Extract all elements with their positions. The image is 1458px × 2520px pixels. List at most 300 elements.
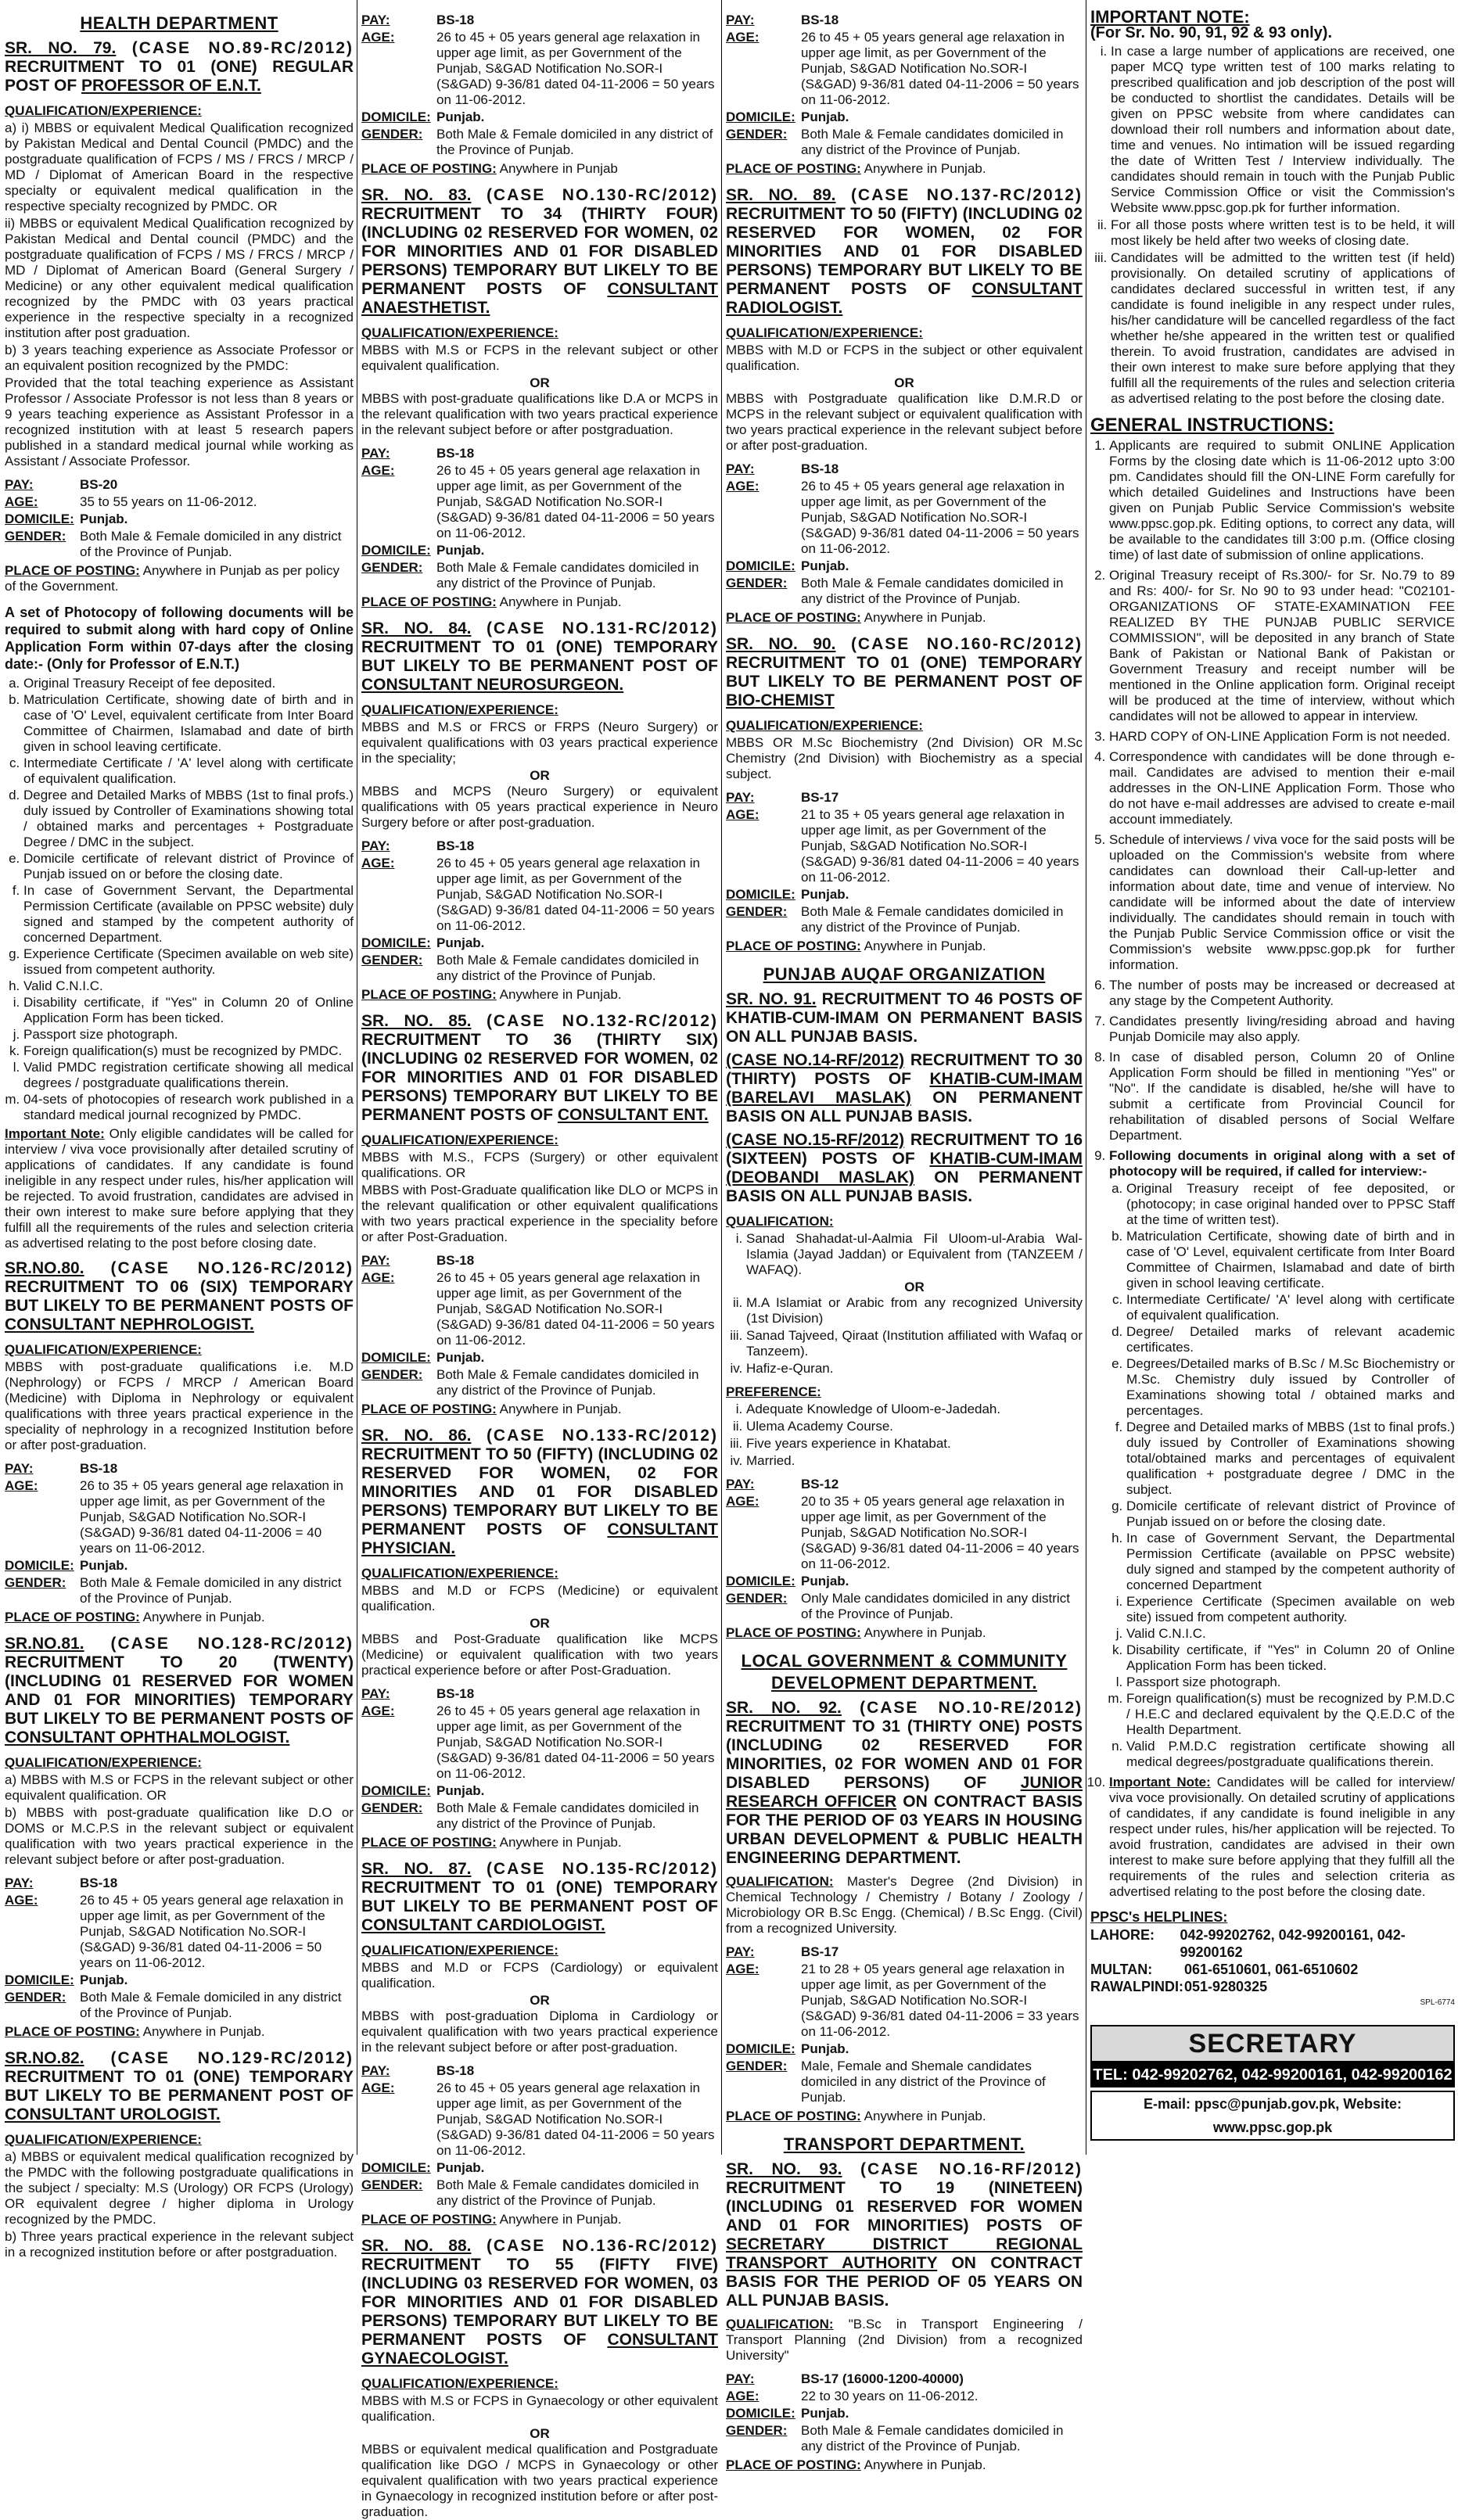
- posting-label: PLACE OF POSTING:: [726, 610, 861, 625]
- recruitment-text: RECRUITMENT TO 01 (ONE) TEMPORARY BUT LIKELY TO BE PERMANENT POST OF: [361, 638, 718, 675]
- domicile-label: DOMICILE:: [726, 2041, 795, 2056]
- helpline-numbers: 051-9280325: [1184, 1979, 1268, 1994]
- gender-label: GENDER:: [5, 529, 66, 544]
- gender-label: GENDER:: [361, 953, 423, 967]
- qualification-value: Master's Degree (2nd Division) in Chemical Technology / Chemistry / Botany / Zoology / Microbiology OR B.Sc Engg. (Chemical) / B.Sc Engg. (Civil) from a recognized University.: [726, 1874, 1083, 1936]
- recruitment-text: RECRUITMENT TO 01 (ONE) TEMPORARY BUT LIKELY TO BE PERMANENT POST OF: [361, 1879, 718, 1915]
- qualification-item: MBBS and M.S or FRCS or FRPS (Neuro Surgery) or equivalent qualifications with 03 years practical experience in the speciality;: [361, 720, 718, 766]
- qualification-value: "B.Sc in Transport Engineering / Transport Planning (2nd Division) from a recognized University": [726, 2317, 1083, 2363]
- age-value: 21 to 35 + 05 years general age relaxation in upper age limit, as per Government of the Punjab, S&GAD Notification No.SOR-I (S&GAD) 9-36/81 dated 04-11-2006 = 40 years on 11-06-2012.: [801, 807, 1079, 885]
- age-label: AGE:: [726, 30, 760, 45]
- pay-value: BS-18: [80, 1461, 118, 1476]
- age-value: 21 to 28 + 05 years general age relaxation in upper age limit, as per Government of the Punjab, S&GAD Notification No.SOR-I (S&GAD) 9-36/81 dated 04-11-2006 = 33 years on 11-06-2012.: [801, 1962, 1079, 2039]
- posting-value: Anywhere in Punjab.: [499, 987, 622, 1002]
- qualification-item: MBBS and M.D or FCPS (Cardiology) or equivalent qualification.: [361, 1960, 718, 1991]
- important-note-item: iii. Candidates will be admitted to the written test (if held) provisionally. On detailed scrutiny of applications of candidates declared successful in written test, if any candidate is found ineligible in any respect under rules, his/her candidature will be cancelled regardless of the fact whether he/she appeared in the written test or qualified therein. To avoid frustration, candidates are advised in their own interest to make sure before applying that they fulfill all the requirements of the rules and selection criteria as advertised relating to the post before the closing date.: [1111, 250, 1455, 407]
- post-title: [726, 1131, 1083, 1206]
- document-item: m. Foreign qualification(s) must be recognized by P.M.D.C / H.E.C and declared equivalent by the Q.E.D.C of the Health Department.: [1126, 1691, 1455, 1738]
- case-number: (CASE NO.130-RC/2012): [486, 186, 718, 204]
- instruction-item: 7. Candidates presently living/residing abroad and having Punjab Domicile may also apply.: [1109, 1014, 1455, 1045]
- helpline-row: [1090, 1961, 1455, 1978]
- gender-value: Both Male & Female candidates domiciled in any district of the Province of Punjab.: [801, 576, 1064, 606]
- post-details: [361, 2063, 718, 2210]
- qualification-heading: QUALIFICATION/EXPERIENCE:: [361, 2376, 558, 2391]
- column-divider: [721, 0, 722, 2155]
- qualification-heading: QUALIFICATION/EXPERIENCE:: [361, 1133, 558, 1147]
- posting-value: Anywhere in Punjab.: [864, 2109, 986, 2123]
- qualification-heading: QUALIFICATION/EXPERIENCE:: [5, 103, 202, 118]
- post-title: [5, 2049, 354, 2124]
- qualification-item: MBBS and M.D or FCPS (Medicine) or equivalent qualification.: [361, 1583, 718, 1614]
- helpline-row: [1090, 1926, 1455, 1961]
- qualification-text: [726, 2317, 1083, 2364]
- case-number: (CASE NO.137-RC/2012): [850, 186, 1083, 204]
- qualification-item: iv. Hafiz-e-Quran.: [746, 1361, 1083, 1377]
- qualification-item: MBBS with post-graduate qualifications like D.A or MCPS in the relevant qualification with two years practical experience in the relevant subject before or after postgraduation.: [361, 391, 718, 437]
- preference-item: ii. Ulema Academy Course.: [746, 1419, 1083, 1434]
- posting-label: PLACE OF POSTING:: [361, 987, 497, 1002]
- document-item: i. Experience Certificate (Specimen available on web site) issued from competent authority.: [1126, 1594, 1455, 1625]
- place-of-posting: [726, 1625, 1083, 1641]
- gender-value: Both Male & Female domiciled in any district of the Province of Punjab.: [80, 1575, 342, 1606]
- case-number: (CASE NO.133-RC/2012): [486, 1427, 718, 1445]
- recruitment-text: RECRUITMENT TO 01 (ONE) TEMPORARY BUT LIKELY TO BE PERMANENT POST OF: [726, 654, 1083, 691]
- posting-value: Anywhere in Punjab.: [864, 610, 986, 625]
- pay-value: BS-17 (16000-1200-40000): [801, 2371, 964, 2386]
- qualification-item: b) Three years practical experience in the relevant subject in a recognized institution before or after postgraduation.: [5, 2229, 354, 2260]
- qualification-text: [361, 720, 718, 831]
- qualification-item: i. Sanad Shahadat-ul-Aalmia Fil Uloom-ul-Arabia Wal-Islamia (Jayad Jaddan) or Equivalent from (TANZEEM / WAFAQ).: [746, 1231, 1083, 1278]
- post-name: KHATIB-CUM-IMAM (BARELAVI MASLAK): [726, 1070, 1083, 1107]
- domicile-label: DOMICILE:: [361, 935, 431, 950]
- qualification-item: MBBS OR M.Sc Biochemistry (2nd Division) OR M.Sc Chemistry (2nd Division) with Biochemistry as a special subject.: [726, 735, 1083, 781]
- qualification-item: MBBS with Post-Graduate qualification like DLO or MCPS in the relevant qualification or other equivalent qualifications with two years practical experience in the speciality before or after Post-Graduation.: [361, 1183, 718, 1244]
- case-number: (CASE NO.132-RC/2012): [486, 1012, 718, 1030]
- qualification-heading: QUALIFICATION/EXPERIENCE:: [5, 2132, 202, 2147]
- helpline-numbers: 061-6510601, 061-6510602: [1184, 1962, 1359, 1977]
- contract-text: ON CONTRACT BASIS FOR THE PERIOD OF 03 YEARS IN HOUSING URBAN DEVELOPMENT & PUBLIC HEALTH ENGINEERING DEPARTMENT.: [726, 1793, 1083, 1867]
- recruitment-text: RECRUITMENT TO 16 (SIXTEEN) POSTS OF: [726, 1131, 1083, 1168]
- post-title: [726, 990, 1083, 1046]
- instruction-item: 6. The number of posts may be increased or decreased at any stage by the Competent Authority.: [1109, 978, 1455, 1009]
- post-name: CONSULTANT PHYSICIAN.: [361, 1520, 718, 1557]
- gender-label: GENDER:: [361, 127, 423, 142]
- gender-value: Both Male & Female candidates domiciled in any district of the Province of Punjab.: [436, 1367, 699, 1398]
- instruction-item: 4. Correspondence with candidates will be done through e-mail. Candidates are advised to mention their e-mail addresses in the ON-LINE Application Form. Those who do not have e-mail addresses are advised to create e-mail account immediately.: [1109, 749, 1455, 827]
- age-value: 26 to 45 + 05 years general age relaxation in upper age limit, as per Government of the Punjab, S&GAD Notification No.SOR-I (S&GAD) 9-36/81 dated 04-11-2006 = 50 years on 11-06-2012.: [801, 479, 1079, 556]
- gender-value: Both Male & Female candidates domiciled in any district of the Province of Punjab.: [436, 1800, 699, 1831]
- gender-value: Both Male & Female candidates domiciled in any district of the Province of Punjab.: [801, 2423, 1064, 2454]
- instruction-item: 3. HARD COPY of ON-LINE Application Form is not needed.: [1109, 729, 1455, 745]
- recruitment-text: RECRUITMENT TO 55 (FIFTY FIVE) (INCLUDING 03 RESERVED FOR WOMEN, 03 FOR MINORITIES AND 01 FOR DISABLED PERSONS) TEMPORARY BUT LIKELY TO BE PERMANENT POSTS OF: [361, 2256, 718, 2349]
- helplines: [1090, 1926, 1455, 1995]
- domicile-label: DOMICILE:: [361, 1783, 431, 1798]
- document-item: k. Disability certificate, if "Yes" in Column 20 of Online Application Form has been ticked.: [1126, 1642, 1455, 1674]
- qualification-item: MBBS with M.D or FCPS in the subject or other equivalent qualification.: [726, 343, 1083, 373]
- serial-number: SR. NO. 91.: [726, 990, 817, 1008]
- post-title: [726, 1051, 1083, 1126]
- posting-value: Anywhere in Punjab.: [499, 1402, 622, 1416]
- place-of-posting: [5, 1610, 354, 1625]
- secretary-banner: SECRETARY: [1090, 2025, 1455, 2062]
- place-of-posting: [726, 939, 1083, 954]
- qualification-text: [361, 343, 718, 438]
- pay-label: PAY:: [726, 13, 755, 27]
- gender-label: GENDER:: [5, 1575, 66, 1590]
- recruitment-text: RECRUITMENT TO 50 (FIFTY) (INCLUDING 02 RESERVED FOR WOMEN, 02 FOR MINORITIES AND 01 FOR DISABLED PERSONS) TEMPORARY BUT LIKELY TO BE PERMANENT POSTS OF: [726, 205, 1083, 298]
- qualification-item: MBBS with M.S or FCPS in Gynaecology or other equivalent qualification.: [361, 2393, 718, 2424]
- qualification-text: [726, 1231, 1083, 1377]
- domicile-value: Punjab.: [80, 1558, 128, 1573]
- domicile-value: Punjab.: [80, 512, 128, 526]
- qualification-item: b) 3 years teaching experience as Associate Professor or an equivalent position recognized by the PMDC:: [5, 343, 354, 373]
- note-label: Important Note:: [1109, 1775, 1211, 1789]
- post-details: [361, 446, 718, 593]
- serial-number: SR. NO. 84.: [361, 619, 472, 637]
- domicile-value: Punjab.: [801, 887, 849, 902]
- serial-number: SR. NO. 88.: [361, 2237, 472, 2255]
- age-label: AGE:: [5, 1893, 38, 1908]
- document-item: a. Original Treasury Receipt of fee deposited.: [23, 676, 354, 691]
- posting-value: Anywhere in Punjab.: [499, 1835, 622, 1850]
- posting-value: Anywhere in Punjab.: [864, 1625, 986, 1640]
- pay-value: BS-12: [801, 1477, 839, 1492]
- basis-text: ON PERMANENT BASIS ON ALL PUNJAB BASIS.: [726, 1168, 1083, 1205]
- recruitment-text: RECRUITMENT TO 31 (THIRTY ONE) POSTS (INCLUDING 02 RESERVED FOR MINORITIES, 02 FOR WOMEN AND 01 FOR DISABLED PERSONS) OF: [726, 1718, 1083, 1792]
- pay-label: PAY:: [361, 1686, 390, 1701]
- helpline-city: LAHORE:: [1090, 1927, 1155, 1943]
- posting-value: Anywhere in Punjab.: [864, 161, 986, 176]
- qualification-heading: QUALIFICATION:: [726, 1214, 834, 1229]
- pay-label: PAY:: [5, 1461, 34, 1476]
- serial-number: SR. NO. 90.: [726, 635, 836, 653]
- place-of-posting: [361, 161, 718, 177]
- domicile-value: Punjab.: [801, 1574, 849, 1588]
- post-title: [726, 635, 1083, 710]
- case-number: (CASE NO.160-RC/2012): [850, 635, 1083, 653]
- post-details: [361, 838, 718, 985]
- place-of-posting: [726, 161, 1083, 177]
- posting-label: PLACE OF POSTING:: [5, 563, 140, 578]
- age-label: AGE:: [726, 1494, 760, 1509]
- post-title: [726, 2160, 1083, 2310]
- preference-item: i. Adequate Knowledge of Uloom-e-Jadedah.: [746, 1402, 1083, 1417]
- place-of-posting: [361, 987, 718, 1003]
- pay-value: BS-18: [80, 1876, 118, 1890]
- post-name: SECRETARY DISTRICT REGIONAL TRANSPORT AUTHORITY: [726, 2235, 1083, 2272]
- posting-label: PLACE OF POSTING:: [361, 2212, 497, 2227]
- age-label: AGE:: [726, 2389, 760, 2403]
- recruitment-text: RECRUITMENT TO 36 (THIRTY SIX) (INCLUDING 02 RESERVED FOR WOMEN, 02 FOR MINORITIES AND 01 FOR DISABLED PERSONS) TEMPORARY BUT LIKELY TO BE PERMANENT POSTS OF: [361, 1031, 718, 1124]
- pay-label: PAY:: [361, 838, 390, 853]
- gender-value: Both Male & Female candidates domiciled in any district of the Province of Punjab.: [436, 2177, 699, 2208]
- age-label: AGE:: [726, 479, 760, 494]
- document-item: f. Degree and Detailed marks of MBBS (1st to final profs.) duly issued by Controller of Examinations showing total/obtained marks and percentages of equivalent qualification + postgraduate degree / DMC in the subject.: [1126, 1420, 1455, 1498]
- document-item: e. Degrees/Detailed marks of B.Sc / M.Sc Biochemistry or M.Sc. Chemistry duly issued by Controller of Examinations showing total / obtained marks and percentages.: [1126, 1356, 1455, 1419]
- qualification-heading: QUALIFICATION/EXPERIENCE:: [726, 718, 923, 733]
- serial-number: SR. NO. 86.: [361, 1427, 472, 1445]
- qualification-text: [361, 1583, 718, 1678]
- or-separator: OR: [530, 2426, 550, 2441]
- post-name: CONSULTANT RADIOLOGIST.: [726, 280, 1083, 317]
- instruction-item: 8. In case of disabled person, Column 20 of Online Application Form should be filled in mentioning "Yes" or "No". If the candidate is disabled, he/she will have to submit a certificate from Provincial Council for rehabilitation of disabled persons of Social Welfare Department.: [1109, 1050, 1455, 1143]
- recruitment-text: RECRUITMENT TO 20 (TWENTY) (INCLUDING 01 RESERVED FOR WOMEN AND 01 FOR MINORITIES) TEMPORARY BUT LIKELY TO BE PERMANENT POSTS OF: [5, 1653, 354, 1728]
- posting-value: Anywhere in Punjab.: [142, 2024, 265, 2039]
- pay-value: BS-18: [436, 1686, 475, 1701]
- age-value: 26 to 35 + 05 years general age relaxation in upper age limit, as per Government of the Punjab, S&GAD Notification No.SOR-I (S&GAD) 9-36/81 dated 04-11-2006 = 40 years on 11-06-2012.: [80, 1478, 343, 1556]
- pay-value: BS-18: [436, 838, 475, 853]
- document-item: m. 04-sets of photocopies of research work published in a standard medical journal recognized by PMDC.: [23, 1092, 354, 1123]
- document-item: b. Matriculation Certificate, showing date of birth and in case of 'O' Level, equivalent certificate from Inter Board Committee of Chairmen, Islamabad and date of birth given in school leaving certificate.: [1126, 1229, 1455, 1291]
- domicile-label: DOMICILE:: [361, 1350, 431, 1365]
- domicile-label: DOMICILE:: [726, 109, 795, 124]
- qualification-text: [726, 1874, 1083, 1937]
- domicile-value: Punjab.: [436, 935, 485, 950]
- pay-label: PAY:: [361, 446, 390, 461]
- pay-value: BS-18: [801, 13, 839, 27]
- case-number: (CASE NO.136-RC/2012): [486, 2237, 718, 2255]
- document-item: n. Valid P.M.D.C registration certificate showing all medical degrees/postgraduate qualifications therein.: [1126, 1739, 1455, 1770]
- case-number: (CASE NO.126-RC/2012): [110, 1259, 354, 1277]
- domicile-value: Punjab.: [801, 2406, 849, 2421]
- qualification-text: [361, 1960, 718, 2055]
- qualification-item: ii) MBBS or equivalent Medical Qualification recognized by Pakistan Medical and Dental council (PMDC) and the postgraduate qualification of FCPS / MS / FRCS / MRCP / MD / Diplomat of American Board (General Surgery / Medicine) or any other equivalent medical qualification recognized by the PMDC with 03 years practical experience in the respective specialty in a recognized institution after post graduation.: [5, 216, 354, 340]
- gender-value: Both Male & Female candidates domiciled in any district of the Province of Punjab.: [801, 127, 1064, 157]
- or-separator: OR: [894, 375, 914, 390]
- domicile-value: Punjab.: [436, 109, 485, 124]
- column-4: [1090, 5, 1455, 2148]
- contact-email-website: E-mail: ppsc@punjab.gov.pk, Website: www.ppsc.gop.pk: [1090, 2091, 1455, 2141]
- domicile-value: Punjab.: [436, 543, 485, 558]
- serial-number: SR. NO. 79.: [5, 39, 117, 57]
- post-title: [361, 2237, 718, 2368]
- post-details: [726, 2371, 1083, 2456]
- pay-value: BS-18: [436, 1253, 475, 1268]
- or-separator: OR: [530, 768, 550, 783]
- gender-value: Both Male & Female domiciled in any district of the Province of Punjab.: [80, 1990, 342, 2020]
- pay-label: PAY:: [726, 1944, 755, 1959]
- recruitment-text: RECRUITMENT TO 30 (THIRTY) POSTS OF: [726, 1051, 1083, 1088]
- gender-label: GENDER:: [726, 904, 788, 919]
- document-item: k. Foreign qualification(s) must be recognized by PMDC.: [23, 1043, 354, 1059]
- qualification-text: [726, 735, 1083, 782]
- documents-heading: 9. Following documents in original along with a set of photocopy will be required, if called for interview:-: [1109, 1148, 1455, 1179]
- helpline-city: MULTAN:: [1090, 1962, 1153, 1977]
- qualification-text: [5, 1772, 354, 1868]
- preference-item: iii. Five years experience in Khatabat.: [746, 1436, 1083, 1452]
- case-number: (CASE NO.16-RF/2012): [860, 2160, 1083, 2178]
- column-1: [5, 5, 354, 2260]
- interview-documents-list: [1109, 1181, 1455, 1770]
- posting-label: PLACE OF POSTING:: [5, 2024, 140, 2039]
- domicile-label: DOMICILE:: [726, 2406, 795, 2421]
- post-title: [5, 39, 354, 95]
- post-name: CONSULTANT ENT.: [557, 1106, 709, 1124]
- posting-label: PLACE OF POSTING:: [361, 594, 497, 609]
- qualification-heading: QUALIFICATION/EXPERIENCE:: [361, 702, 558, 717]
- important-note-list: [1090, 44, 1455, 407]
- place-of-posting: [726, 2109, 1083, 2124]
- place-of-posting: [361, 1402, 718, 1417]
- document-item: f. In case of Government Servant, the Departmental Permission Certificate (available on PPSC website) duly signed and stamped by the competent authority of concerned Department.: [23, 883, 354, 946]
- qualification-item: MBBS with Postgraduate qualification like D.M.R.D or MCPS in the relevant subject or equivalent qualification with two years practical experience in the relevant subject before or after post-graduation.: [726, 391, 1083, 453]
- gender-label: GENDER:: [361, 1367, 423, 1382]
- posting-label: PLACE OF POSTING:: [361, 161, 497, 176]
- note-text: Only eligible candidates will be called for interview / viva voce provisionally after detailed scrutiny of applications of candidates. If any candidate is found ineligible in any respect under rules, his/her application will be rejected. To avoid frustration, candidates are advised in their own interest to make sure before applying that they fulfill all the requirements of the rules and selection criteria as advertised relating to the post before closing date.: [5, 1126, 354, 1251]
- post-details: [726, 1944, 1083, 2107]
- post-title: [361, 619, 718, 695]
- gender-label: GENDER:: [5, 1990, 66, 2005]
- instruction-item: 2. Original Treasury receipt of Rs.300/- for Sr. No.79 to 89 and Rs: 400/- for Sr. No 90 to 93 under head: "C02101-ORGANIZATIONS OF STATE-EXAMINATION FEE REALIZED BY THE PUNJAB PUBLIC SERVICE COMMISSION", will be deposited in any branch of State Bank of Pakistan or National Bank of Pakistan or Government Treasury and receipt number will be mentioned in the Online application form. Original receipt will be produced at the time of interview, without which candidates will not be allowed to appear in interview.: [1109, 568, 1455, 724]
- department-heading: PUNJAB AUQAF ORGANIZATION: [763, 964, 1046, 984]
- document-item: a. Original Treasury receipt of fee deposited, or (photocopy; in case original handed over to PPSC Staff at the time of written test).: [1126, 1181, 1455, 1228]
- pay-label: PAY:: [361, 1253, 390, 1268]
- qualification-item: Provided that the total teaching experience as Assistant Professor / Associate Professor is not less than 8 years or 9 years teaching experience as Assistant Professor in a recognized institution with at least 5 research papers published in a standard medical journal while working as Assistant / Associate Professor.: [5, 375, 354, 468]
- place-of-posting: [726, 2457, 1083, 2473]
- telephone-bar: TEL: 042-99202762, 042-99200161, 042-99200162: [1090, 2062, 1455, 2087]
- general-instructions-heading: GENERAL INSTRUCTIONS:: [1090, 415, 1334, 436]
- post-details: [5, 477, 354, 562]
- age-label: AGE:: [361, 2080, 395, 2095]
- serial-number: SR. NO. 89.: [726, 186, 836, 204]
- age-value: 22 to 30 years on 11-06-2012.: [801, 2389, 979, 2403]
- column-2: [361, 5, 718, 2519]
- qualification-heading: QUALIFICATION/EXPERIENCE:: [5, 1755, 202, 1770]
- pay-value: BS-17: [801, 790, 839, 805]
- serial-number: SR. NO. 83.: [361, 186, 472, 204]
- pay-value: BS-20: [80, 477, 118, 492]
- post-name: CONSULTANT ANAESTHETIST.: [361, 280, 718, 317]
- or-separator: OR: [904, 1280, 925, 1294]
- posting-label: PLACE OF POSTING:: [726, 939, 861, 953]
- pay-label: PAY:: [5, 477, 34, 492]
- instruction-item: 5. Schedule of interviews / viva voce for the said posts will be uploaded on the Commission's website from where candidates can download their Call-up-letter and information about date, time and venue of interview. No candidate will be informed about the date of interview individually. The candidates should remain in touch with the Punjab Public Service Commission office or visit the Commission's website www.ppsc.gop.pk for further information.: [1109, 832, 1455, 973]
- posting-label: PLACE OF POSTING:: [726, 161, 861, 176]
- preference-item: iv. Married.: [746, 1453, 1083, 1469]
- serial-number: SR. NO. 85.: [361, 1012, 472, 1030]
- posting-value: Anywhere in Punjab.: [864, 939, 986, 953]
- qualification-item: MBBS with M.S or FCPS in the relevant subject or other equivalent qualification.: [361, 343, 718, 373]
- gender-value: Both Male & Female domiciled in any district of the Province of Punjab.: [80, 529, 342, 559]
- documents-list: [5, 676, 354, 1123]
- document-item: l. Passport size photograph.: [1126, 1675, 1455, 1690]
- qualification-label: QUALIFICATION:: [726, 1874, 834, 1889]
- document-item: i. Disability certificate, if "Yes" in Column 20 of Online Application Form has been ticked.: [23, 995, 354, 1026]
- domicile-label: DOMICILE:: [5, 1558, 74, 1573]
- gender-value: Only Male candidates domiciled in any district of the Province of Punjab.: [801, 1591, 1070, 1621]
- or-separator: OR: [530, 1993, 550, 2008]
- age-label: AGE:: [361, 30, 395, 45]
- post-details: [361, 13, 718, 160]
- qualification-heading: QUALIFICATION/EXPERIENCE:: [361, 1566, 558, 1581]
- domicile-label: DOMICILE:: [726, 887, 795, 902]
- serial-number: SR. NO. 93.: [726, 2160, 842, 2178]
- gender-label: GENDER:: [361, 1800, 423, 1815]
- qualification-item: b) MBBS with post-graduate qualification like D.O or DOMS or M.C.P.S in the relevant subject or equivalent qualification with two years practical experience in the relevant subject before or after post-graduation.: [5, 1805, 354, 1867]
- qualification-text: [361, 2393, 718, 2520]
- post-title: [5, 1635, 354, 1747]
- post-details: [726, 1477, 1083, 1624]
- age-value: 35 to 55 years on 11-06-2012.: [80, 494, 257, 509]
- age-value: 26 to 45 + 05 years general age relaxation in upper age limit, as per Government of the Punjab, S&GAD Notification No.SOR-I (S&GAD) 9-36/81 dated 04-11-2006 = 50 years on 11-06-2012.: [436, 1270, 715, 1348]
- contract-text: ON CONTRACT BASIS FOR THE PERIOD OF 05 YEARS ON ALL PUNJAB BASIS.: [726, 2254, 1083, 2310]
- posting-label: PLACE OF POSTING:: [726, 1625, 861, 1640]
- post-name: CONSULTANT NEUROSURGEON.: [361, 676, 624, 694]
- posting-value: Anywhere in Punjab: [499, 161, 618, 176]
- note-text: Candidates will be called for interview/ viva voce provisionally. On detailed scrutiny of applications of candidates, if any candidate is found ineligible in any respect under rules, his/her application will be rejected. To avoid frustration, candidates are advised in their own interest to make sure before applying that they fulfill all the requirements of the rules and selection criteria as advertised relating to the post before the closing date.: [1109, 1775, 1455, 1899]
- document-item: j. Valid C.N.I.C.: [1126, 1626, 1455, 1642]
- place-of-posting: [5, 2024, 354, 2040]
- qualification-item: MBBS and Post-Graduate qualification like MCPS (Medicine) or equivalent qualification with two years practical experience before or after Post-Graduation.: [361, 1632, 718, 1678]
- document-item: h. Valid C.N.I.C.: [23, 978, 354, 994]
- document-item: g. Experience Certificate (Specimen available on web site) issued from competent authority.: [23, 946, 354, 978]
- recruitment-text: RECRUITMENT TO 46 POSTS OF KHATIB-CUM-IMAM ON PERMANENT BASIS ON ALL PUNJAB BASIS.: [726, 990, 1083, 1046]
- document-item: l. Valid PMDC registration certificate showing all medical degrees / postgraduate qualifications therein.: [23, 1060, 354, 1091]
- age-value: 20 to 35 + 05 years general age relaxation in upper age limit, as per Government of the Punjab, S&GAD Notification No.SOR-I (S&GAD) 9-36/81 dated 04-11-2006 = 40 years on 11-06-2012.: [801, 1494, 1079, 1571]
- helplines-heading: PPSC's HELPLINES:: [1090, 1909, 1228, 1925]
- post-details: [726, 461, 1083, 608]
- age-value: 26 to 45 + 05 years general age relaxation in upper age limit, as per Government of the Punjab, S&GAD Notification No.SOR-I (S&GAD) 9-36/81 dated 04-11-2006 = 50 years on 11-06-2012.: [436, 463, 715, 540]
- qualification-text: [5, 120, 354, 469]
- preference-list: [726, 1402, 1083, 1469]
- post-details: [726, 13, 1083, 160]
- place-of-posting: [5, 563, 354, 594]
- gender-label: GENDER:: [726, 1591, 788, 1606]
- domicile-label: DOMICILE:: [5, 512, 74, 526]
- post-name: JUNIOR RESEARCH OFFICER: [726, 1774, 1083, 1811]
- domicile-label: DOMICILE:: [361, 109, 431, 124]
- document-item: b. Matriculation Certificate, showing date of birth and in case of 'O' Level, equivalent certificate from Inter Board Committee of Chairmen, Islamabad and date of birth given in school leaving certificate.: [23, 692, 354, 755]
- document-item: e. Domicile certificate of relevant district of Province of Punjab issued on or before the closing date.: [23, 851, 354, 882]
- post-title: [361, 1012, 718, 1125]
- age-label: AGE:: [5, 494, 38, 509]
- helpline-city: RAWALPINDI:: [1090, 1979, 1183, 1994]
- age-label: AGE:: [5, 1478, 38, 1493]
- serial-number: (CASE NO.14-RF/2012): [726, 1051, 905, 1069]
- qualification-item: MBBS with post-graduation Diploma in Cardiology or equivalent qualification with two years practical experience in the relevant subject before or after post-graduation.: [361, 2008, 718, 2055]
- pay-value: BS-18: [801, 461, 839, 476]
- age-label: AGE:: [726, 807, 760, 822]
- qualification-item: MBBS and MCPS (Neuro Surgery) or equivalent qualifications with 05 years practical experience in Neuro Surgery before or after post-graduation.: [361, 784, 718, 830]
- qualification-heading: QUALIFICATION/EXPERIENCE:: [5, 1342, 202, 1357]
- column-3: [726, 5, 1083, 2472]
- pay-label: PAY:: [5, 1876, 34, 1890]
- important-note-subheading: (For Sr. No. 90, 91, 92 & 93 only).: [1090, 24, 1332, 41]
- domicile-value: Punjab.: [801, 558, 849, 573]
- age-value: 26 to 45 + 05 years general age relaxation in upper age limit, as per Government of the Punjab, S&GAD Notification No.SOR-I (S&GAD) 9-36/81 dated 04-11-2006 = 50 years on 11-06-2012.: [801, 30, 1079, 107]
- general-instructions-list: [1090, 438, 1455, 1900]
- document-item: d. Degree/ Detailed marks of relevant academic certificates.: [1126, 1324, 1455, 1355]
- preference-heading: PREFERENCE:: [726, 1384, 821, 1399]
- reference-code: SPL-6774: [1420, 1998, 1455, 2007]
- posting-label: PLACE OF POSTING:: [361, 1402, 497, 1416]
- domicile-value: Punjab.: [80, 1973, 128, 1987]
- recruitment-text: RECRUITMENT TO 06 (SIX) TEMPORARY BUT LIKELY TO BE PERMANENT POSTS OF: [5, 1278, 354, 1315]
- document-item: d. Degree and Detailed Marks of MBBS (1st to final profs.) duly issued by Controller of Examinations showing total / obtained marks and percentages + Postgraduate Degree / DMC in the subject.: [23, 788, 354, 850]
- qualification-item: a) MBBS with M.S or FCPS in the relevant subject or other equivalent qualification. OR: [5, 1772, 354, 1803]
- documents-heading: A set of Photocopy of following documents will be required to submit along with hard copy of Online Application Form within 07-days after the closing date:- (Only for Professor of E.N.T.): [5, 605, 354, 672]
- or-separator: OR: [530, 375, 550, 390]
- instruction-item-documents: [1109, 1148, 1455, 1770]
- posting-label: PLACE OF POSTING:: [726, 2457, 861, 2472]
- qualification-text: [5, 2149, 354, 2260]
- place-of-posting: [726, 610, 1083, 626]
- gender-label: GENDER:: [726, 127, 788, 142]
- document-item: g. Domicile certificate of relevant district of Province of Punjab issued on or before the closing date.: [1126, 1499, 1455, 1530]
- serial-number: SR. NO. 87.: [361, 1860, 472, 1878]
- pay-label: PAY:: [726, 2371, 755, 2386]
- qualification-item: MBBS with M.S., FCPS (Surgery) or other equivalent qualifications. OR: [361, 1150, 718, 1180]
